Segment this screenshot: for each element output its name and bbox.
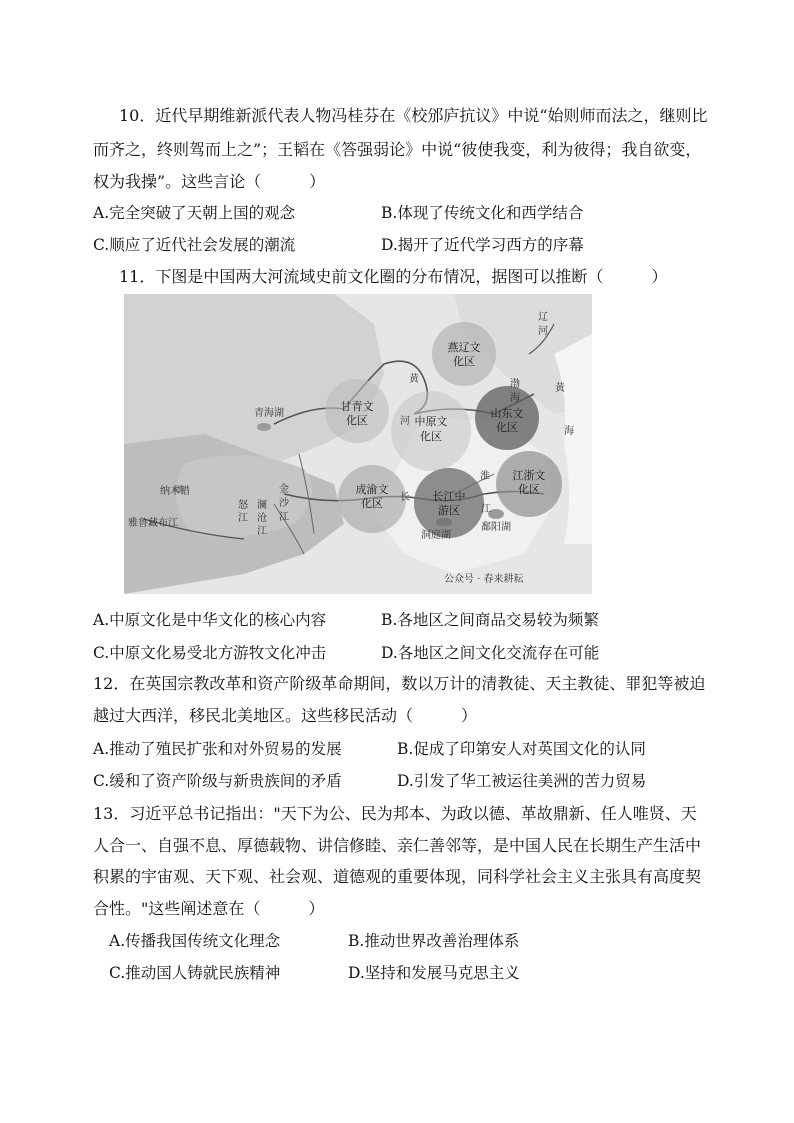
- label-shandong-1: 山东文: [490, 407, 524, 420]
- label-changjiang-2: 游区: [438, 504, 460, 517]
- label-liao: 辽: [538, 312, 548, 323]
- label-nu: 怒: [238, 500, 248, 511]
- label-dongting: 洞庭湖: [421, 530, 451, 541]
- q13-option-d: D.坚持和发展马克思主义: [348, 964, 520, 982]
- label-jiang4: 江: [279, 512, 289, 523]
- label-namco: 纳木错: [160, 486, 190, 497]
- label-jiangzhe-2: 化区: [518, 483, 540, 496]
- q13-stem-line3: 积累的宇宙观、天下观、社会观、道德观的重要体现，同科学社会主义主张具有高度契: [93, 867, 702, 886]
- q11-option-a: A.中原文化是中华文化的核心内容: [93, 611, 327, 629]
- label-chang: 长: [400, 492, 410, 503]
- q13-stem-line2: 人合一、自强不息、厚德载物、讲信修睦、亲仁善邻等，是中国人民在长期生产生活中: [93, 836, 702, 855]
- q11-stem: 11．下图是中国两大河流域史前文化圈的分布情况，据图可以推断（ ）: [119, 267, 668, 286]
- label-he: 河: [400, 416, 410, 427]
- label-jiangzhe-1: 江浙文: [512, 469, 546, 482]
- label-he2: 河: [538, 326, 548, 337]
- label-shandong-2: 化区: [496, 421, 518, 434]
- label-ganqing-1: 甘青文: [340, 400, 374, 413]
- q10-option-a: A.完全突破了天朝上国的观念: [93, 204, 296, 222]
- label-huang: 黄: [409, 374, 419, 385]
- label-yarlung: 雅鲁藏布江: [128, 518, 178, 529]
- label-hai-bohai: 海: [510, 393, 520, 404]
- q12-stem-line1: 12．在英国宗教改革和资产阶级革命期间，数以万计的清教徒、天主教徒、罪犯等被迫: [93, 674, 706, 693]
- label-zhongyuan-2: 化区: [420, 430, 442, 443]
- q12-option-a: A.推动了殖民扩张和对外贸易的发展: [93, 740, 342, 758]
- label-hai-east: 海: [564, 426, 574, 437]
- q13-stem-line1: 13．习近平总书记指出："天下为公、民为邦本、为政以德、革故鼎新、任人唯贤、天: [93, 804, 697, 823]
- q11-option-b: B.各地区之间商品交易较为频繁: [381, 611, 599, 629]
- label-ganqing-2: 化区: [346, 414, 368, 427]
- q10-stem-line3: 权为我操”。这些言论（ ）: [93, 172, 326, 191]
- circle-yanliao: [432, 322, 496, 386]
- label-chengyu-2: 化区: [361, 497, 383, 510]
- label-jiang3: 江: [238, 513, 248, 524]
- label-qinghai-lake: 青海湖: [254, 408, 284, 419]
- label-jiang2: 江: [257, 526, 267, 537]
- q13-stem-line4: 合性。"这些阐述意在（ ）: [93, 899, 325, 918]
- label-chengyu-1: 成渝文: [355, 483, 389, 496]
- map-watermark: 公众号 · 春来耕耘: [444, 574, 524, 585]
- q10-stem-line1: 10．近代早期维新派代表人物冯桂芬在《校邠庐抗议》中说“始则师而法之，继则比: [119, 106, 708, 125]
- q10-stem-line2: 而齐之，终则驾而上之”；王韬在《答强弱论》中说“彼使我变，利为彼得；我自欲变，: [93, 140, 702, 159]
- q10-option-c: C.顺应了近代社会发展的潮流: [93, 236, 296, 254]
- q12-option-b: B.促成了印第安人对英国文化的认同: [397, 740, 646, 758]
- label-yanliao-2: 化区: [453, 355, 475, 368]
- label-cang: 沧: [257, 513, 267, 524]
- label-huai: 淮: [480, 471, 490, 482]
- label-jiang: 江: [481, 504, 491, 515]
- label-huang-sea: 黄: [555, 383, 565, 394]
- label-yanliao-1: 燕辽文: [447, 341, 481, 354]
- label-lan: 澜: [257, 500, 267, 511]
- q12-option-c: C.缓和了资产阶级与新贵族间的矛盾: [93, 772, 342, 790]
- q11-option-d: D.各地区之间文化交流存在可能: [381, 644, 600, 662]
- q10-option-d: D.揭开了近代学习西方的序幕: [381, 236, 584, 254]
- label-sha: 沙: [279, 498, 289, 509]
- circle-changjiang: [414, 468, 484, 538]
- label-poyang: 鄱阳湖: [481, 522, 511, 533]
- prehistoric-culture-map: [124, 294, 592, 594]
- label-changjiang-1: 长江中: [432, 490, 466, 503]
- q12-option-d: D.引发了华工被运往美洲的苦力贸易: [397, 772, 647, 790]
- q12-stem-line2: 越过大西洋，移民北美地区。这些移民活动（ ）: [93, 706, 478, 725]
- q11-option-c: C.中原文化易受北方游牧文化冲击: [93, 644, 327, 662]
- q13-option-b: B.推动世界改善治理体系: [348, 932, 520, 950]
- q10-option-b: B.体现了传统文化和西学结合: [381, 204, 584, 222]
- q13-option-c: C.推动国人铸就民族精神: [109, 964, 281, 982]
- q13-option-a: A.传播我国传统文化理念: [109, 932, 281, 950]
- label-bo: 渤: [510, 379, 520, 390]
- label-zhongyuan-1: 中原文: [414, 415, 448, 428]
- label-jin: 金: [279, 484, 289, 495]
